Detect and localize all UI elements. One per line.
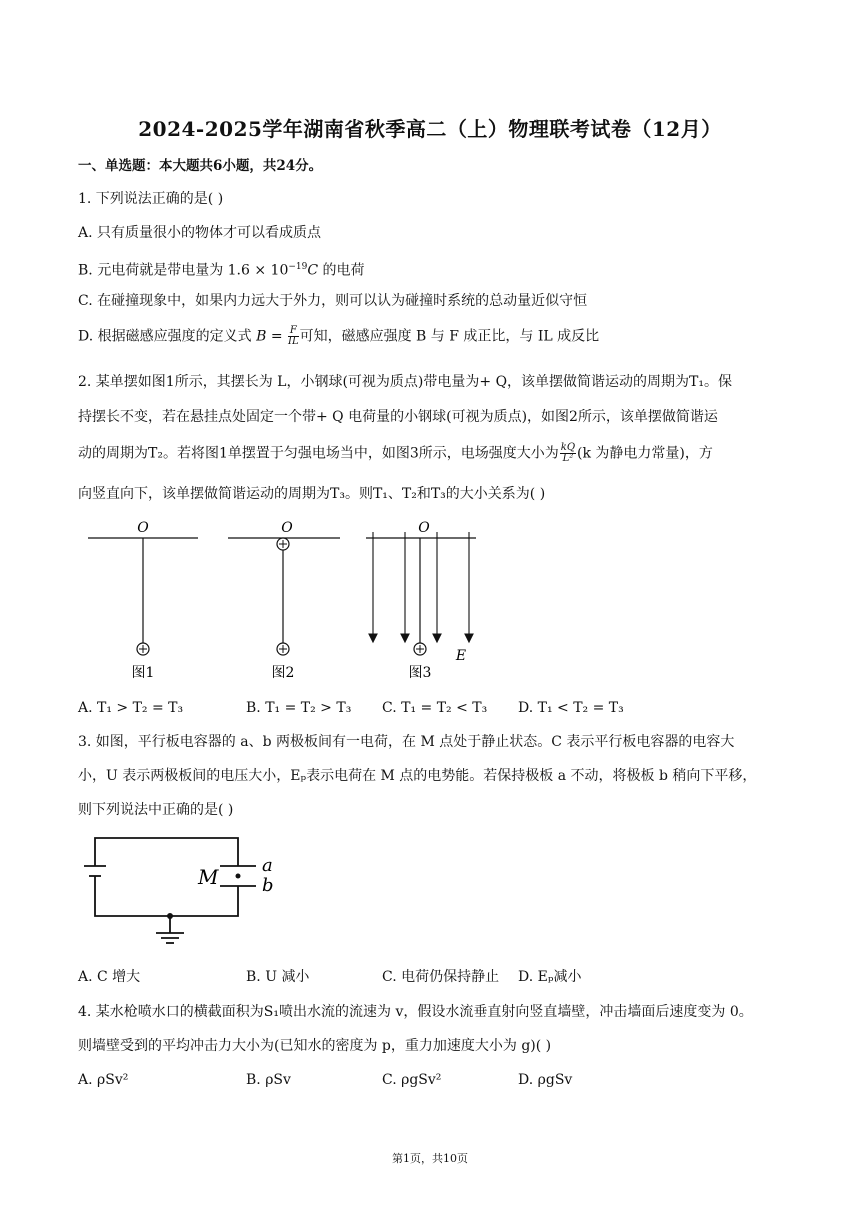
q1-stem: 1. 下列说法正确的是( ) (78, 191, 224, 207)
q3-option-c: C. 电荷仍保持静止 (382, 969, 500, 985)
figure-3 (366, 520, 476, 681)
q2-line-3 (78, 443, 713, 464)
q2-line-3-text: 动的周期为T₂。若将图1单摆置于匀强电场当中，如图3所示，电场强度大小为 (78, 445, 559, 462)
q3-line-1: 3. 如图，平行板电容器的 a、b 两极板间有一电荷，在 M 点处于静止状态。C 表示平行板电容器的电容大 (78, 734, 735, 750)
section-heading: 一、单选题：本大题共6小题，共24分。 (78, 158, 323, 174)
label-a: a (262, 855, 273, 876)
q1-fraction (288, 326, 299, 347)
q1-option-b-unit: C (307, 262, 319, 279)
q3-line-2: 小，U 表示两极板间的电压大小，Eₚ表示电荷在 M 点的电势能。若保持极板 a 不动，将极板 b 稍向下平移， (78, 768, 757, 784)
q2-option-b: B. T₁ = T₂ > T₃ (246, 700, 352, 716)
q4-option-b: B. ρSv (246, 1072, 291, 1088)
q2-line-1: 2. 某单摆如图1所示，其摆长为 L，小钢球(可视为质点)带电量为+ Q，该单摆做简谐运动的周期为T₁。保 (78, 374, 732, 390)
q1-option-c: C. 在碰撞现象中，如果内力远大于外力，则可以认为碰撞时系统的总动量近似守恒 (78, 293, 588, 309)
fig3-o-label: O (418, 520, 430, 536)
q1-option-b-exponent: −19 (288, 262, 308, 272)
q2-line-2: 持摆长不变，若在悬挂点处固定一个带+ Q 电荷量的小钢球(可视为质点)，如图2所示，该单摆做简谐运 (78, 409, 718, 425)
q2-option-d: D. T₁ < T₂ = T₃ (518, 700, 624, 716)
charge-m (236, 874, 241, 879)
q3-option-b: B. U 减小 (246, 969, 310, 985)
q1-option-d-b: B (256, 328, 267, 345)
fig1-caption: 图1 (131, 665, 155, 681)
q2-fraction-denominator: L² (562, 453, 574, 464)
q1-fraction-denominator: IL (288, 336, 299, 347)
fig2-caption: 图2 (271, 665, 295, 681)
fig3-e-label: E (455, 648, 467, 664)
page-footer: 第1页，共10页 (392, 1152, 468, 1165)
fig3-caption: 图3 (408, 665, 432, 681)
q1-option-d-text: D. 根据磁感应强度的定义式 (78, 328, 257, 345)
q3-capacitor-circuit (0, 828, 860, 958)
q3-option-a: A. C 增大 (78, 969, 141, 985)
q2-option-c: C. T₁ = T₂ < T₃ (382, 700, 488, 716)
ground-node (167, 913, 173, 919)
figure-2 (228, 520, 340, 681)
q1-option-d (78, 326, 599, 347)
q1-fraction-numerator: F (289, 325, 297, 336)
q3-option-d: D. Eₚ减小 (518, 969, 582, 985)
q4-line-2: 则墙壁受到的平均冲击力大小为(已知水的密度为 p，重力加速度大小为 g)( ) (78, 1038, 552, 1054)
label-m: M (198, 865, 219, 889)
field-arrows (369, 532, 473, 642)
exam-title: 2024-2025学年湖南省秋季高二（上）物理联考试卷（12月） (138, 117, 722, 141)
figure-1 (88, 520, 198, 681)
q2-line-4: 向竖直向下，该单摆做简谐运动的周期为T₃。则T₁、T₂和T₃的大小关系为( ) (78, 486, 546, 502)
label-b: b (262, 875, 274, 896)
q2-fraction-numerator: kQ (560, 442, 576, 453)
q2-option-a: A. T₁ > T₂ = T₃ (78, 700, 184, 716)
q1-option-d-eq: = (266, 328, 288, 345)
q4-option-c: C. ρgSv² (382, 1072, 442, 1088)
q1-option-b-text: B. 元电荷就是带电量为 1.6 × 10 (78, 262, 289, 279)
q2-line-3-tail: (k 为静电力常量)，方 (577, 445, 713, 462)
q4-option-d: D. ρgSv (518, 1072, 573, 1088)
q2-pendulum-figures (0, 510, 860, 690)
q1-option-a: A. 只有质量很小的物体才可以看成质点 (78, 225, 322, 241)
q2-fraction (560, 443, 576, 464)
q4-option-a: A. ρSv² (78, 1072, 129, 1088)
q1-option-b-tail: 的电荷 (318, 262, 365, 279)
q4-line-1: 4. 某水枪喷水口的横截面积为S₁喷出水流的流速为 v，假设水流垂直射向竖直墙壁，冲击墙面后速度变为 0。 (78, 1004, 753, 1020)
q1-option-b (78, 257, 365, 281)
q1-option-d-tail: 可知，磁感应强度 B 与 F 成正比，与 IL 成反比 (299, 328, 600, 345)
fig1-o-label: O (137, 520, 149, 536)
fig2-o-label: O (281, 520, 293, 536)
q3-line-3: 则下列说法中正确的是( ) (78, 802, 234, 818)
